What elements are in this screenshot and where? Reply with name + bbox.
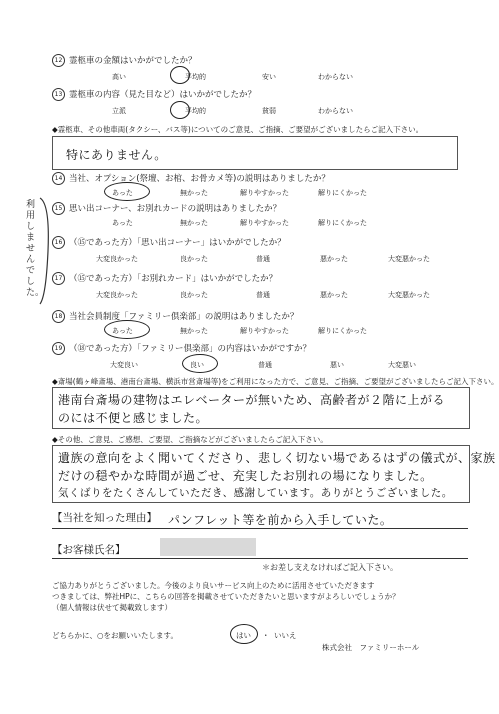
option-average[interactable]: 平均的 bbox=[185, 107, 206, 115]
answer-circle-mark bbox=[170, 66, 190, 84]
hearse-comment-instruction: ◆霊柩車、その他車両(タクシー、バス等)についてのご意見、ご指摘、ご要望がございましたらご記入下さい。 bbox=[52, 125, 424, 134]
option-unclear[interactable]: 解りにくかった bbox=[318, 327, 367, 335]
option-yes[interactable]: あった bbox=[112, 219, 133, 227]
reason-underline bbox=[52, 528, 468, 529]
question-text: 当社会員制度「ファミリー倶楽部」の説明はありましたか？ bbox=[69, 312, 299, 322]
option-average[interactable]: 平均的 bbox=[185, 73, 206, 81]
option-good[interactable]: 良かった bbox=[180, 291, 208, 299]
question-18 bbox=[52, 310, 298, 323]
option-very-bad[interactable]: 大変悪い bbox=[388, 361, 416, 369]
option-unclear[interactable]: 解りにくかった bbox=[318, 189, 367, 197]
option-unknown[interactable]: わからない bbox=[318, 107, 353, 115]
answer-circle-mark bbox=[170, 101, 190, 119]
name-label: 【お客様氏名】 bbox=[52, 544, 126, 556]
question-text: （⑮であった方）「お別れカード」はいかがでしたか？ bbox=[69, 274, 278, 284]
venue-comment-line-1: 港南台斎場の建物はエレベーターが無いため、高齢者が２階に上がる bbox=[58, 393, 446, 407]
option-good[interactable]: 良い bbox=[190, 361, 204, 369]
question-number: 18 bbox=[52, 310, 65, 323]
closing-line-3: （個人情報は伏せて掲載致します） bbox=[52, 603, 172, 612]
option-clear[interactable]: 解りやすかった bbox=[240, 189, 289, 197]
option-very-good[interactable]: 大変良い bbox=[110, 361, 138, 369]
question-text: 思い出コーナー、お別れカードの説明はありましたか？ bbox=[69, 204, 282, 214]
question-17 bbox=[52, 272, 277, 285]
reason-label: 【当社を知った理由】 bbox=[52, 512, 157, 524]
option-unknown[interactable]: わからない bbox=[318, 73, 353, 81]
consent-no[interactable]: いいえ bbox=[274, 631, 297, 640]
hearse-comment-text: 特にありません。 bbox=[66, 148, 167, 162]
option-yes[interactable]: あった bbox=[112, 189, 133, 197]
option-bad[interactable]: 悪い bbox=[330, 361, 344, 369]
reason-answer: パンフレット等を前から入手していた。 bbox=[168, 513, 393, 527]
question-13-options bbox=[0, 106, 499, 118]
question-text: 霊柩車の内容（見た目など）はいかがでしたか？ bbox=[69, 90, 257, 100]
option-normal[interactable]: 普通 bbox=[256, 291, 270, 299]
question-number: 13 bbox=[52, 88, 65, 101]
choose-instruction: どちらかに、○をお願いいたします。 bbox=[52, 631, 178, 640]
other-comment-line-3: 気くばりをたくさんしていただき、感謝しています。ありがとうございました。 bbox=[58, 487, 453, 499]
question-number: 16 bbox=[52, 236, 65, 249]
other-comment-instruction: ◆その他、ご意見、ご感想、ご要望、ご指摘などがございましたらご記入下さい。 bbox=[52, 435, 328, 444]
option-normal[interactable]: 普通 bbox=[256, 255, 270, 263]
question-number: 12 bbox=[52, 54, 65, 67]
option-poor[interactable]: 貧弱 bbox=[262, 107, 276, 115]
name-hint: ＊お差し支えなければご記入下さい。 bbox=[262, 563, 398, 572]
option-very-bad[interactable]: 大変悪かった bbox=[388, 255, 430, 263]
question-text: （⑮であった方）「思い出コーナー」はいかがでしたか？ bbox=[69, 238, 286, 248]
option-very-good[interactable]: 大変良かった bbox=[96, 291, 138, 299]
question-12-options bbox=[0, 72, 499, 84]
other-comment-line-1: 遺族の意向をよく聞いてくださり、悲しく切ない場であるはずの儀式が、家族 bbox=[58, 451, 496, 465]
option-splendid[interactable]: 立派 bbox=[112, 107, 126, 115]
other-comment-line-2: だけの穏やかな時間が過ごせ、充実したお別れの場になりました。 bbox=[58, 469, 433, 483]
consent-yes[interactable]: はい bbox=[236, 631, 251, 640]
question-number: 19 bbox=[52, 342, 65, 355]
question-14-options bbox=[0, 188, 499, 200]
closing-line-2: つきましては、弊社HPに、こちらの回答を掲載させていただきたいと思いますがよろしいでしょうか？ bbox=[52, 592, 400, 601]
option-normal[interactable]: 普通 bbox=[258, 361, 272, 369]
answer-circle-mark bbox=[230, 624, 258, 644]
question-15-options bbox=[0, 218, 499, 230]
question-16 bbox=[52, 236, 286, 249]
question-number: 15 bbox=[52, 202, 65, 215]
option-unclear[interactable]: 解りにくかった bbox=[318, 219, 367, 227]
option-high[interactable]: 高い bbox=[112, 73, 126, 81]
option-no[interactable]: 無かった bbox=[180, 219, 208, 227]
question-19-options bbox=[0, 360, 499, 372]
question-15 bbox=[52, 202, 281, 215]
option-clear[interactable]: 解りやすかった bbox=[240, 219, 289, 227]
answer-circle-mark bbox=[182, 354, 218, 373]
option-bad[interactable]: 悪かった bbox=[320, 291, 348, 299]
option-very-bad[interactable]: 大変悪かった bbox=[388, 291, 430, 299]
option-no[interactable]: 無かった bbox=[180, 327, 208, 335]
option-no[interactable]: 無かった bbox=[180, 189, 208, 197]
answer-circle-mark bbox=[104, 182, 150, 201]
consent-separator: ・ bbox=[262, 631, 270, 640]
question-17-options bbox=[0, 290, 499, 302]
question-18-options bbox=[0, 326, 499, 338]
answer-circle-mark bbox=[104, 320, 150, 339]
question-text: （⑱であった方）「ファミリー倶楽部」の内容はいかがですか？ bbox=[69, 344, 311, 354]
question-14 bbox=[52, 172, 330, 185]
question-text: 霊柩車の金額はいかがでしたか？ bbox=[69, 56, 197, 66]
question-12 bbox=[52, 54, 197, 67]
side-handwritten-note: 利用しませんでした。 bbox=[26, 200, 45, 298]
venue-comment-instruction: ◆斎場(鶴ヶ峰斎場、港南台斎場、横浜市営斎場等)をご利用になった方で、ご意見、ご指摘、ご要望がございましたらご記入下さい。 bbox=[52, 377, 499, 386]
venue-comment-line-2: のには不便と感じました。 bbox=[58, 411, 209, 425]
option-clear[interactable]: 解りやすかった bbox=[240, 327, 289, 335]
closing-line-1: ご協力ありがとうございました。今後のより良いサービス向上のために活用させていただきます bbox=[52, 581, 375, 590]
question-16-options bbox=[0, 254, 499, 266]
option-yes[interactable]: あった bbox=[112, 327, 133, 335]
name-underline bbox=[52, 558, 468, 559]
question-number: 17 bbox=[52, 272, 65, 285]
question-number: 14 bbox=[52, 172, 65, 185]
option-cheap[interactable]: 安い bbox=[262, 73, 276, 81]
question-13 bbox=[52, 88, 256, 101]
question-text: 当社、オプション(祭壇、お棺、お骨カメ等)の説明はありましたか？ bbox=[69, 174, 330, 184]
option-very-good[interactable]: 大変良かった bbox=[96, 255, 138, 263]
option-bad[interactable]: 悪かった bbox=[320, 255, 348, 263]
question-19 bbox=[52, 342, 311, 355]
side-bracket-mark bbox=[36, 196, 56, 306]
option-good[interactable]: 良かった bbox=[180, 255, 208, 263]
redacted-name-block bbox=[160, 538, 256, 556]
company-name: 株式会社 ファミリーホール bbox=[322, 643, 420, 652]
